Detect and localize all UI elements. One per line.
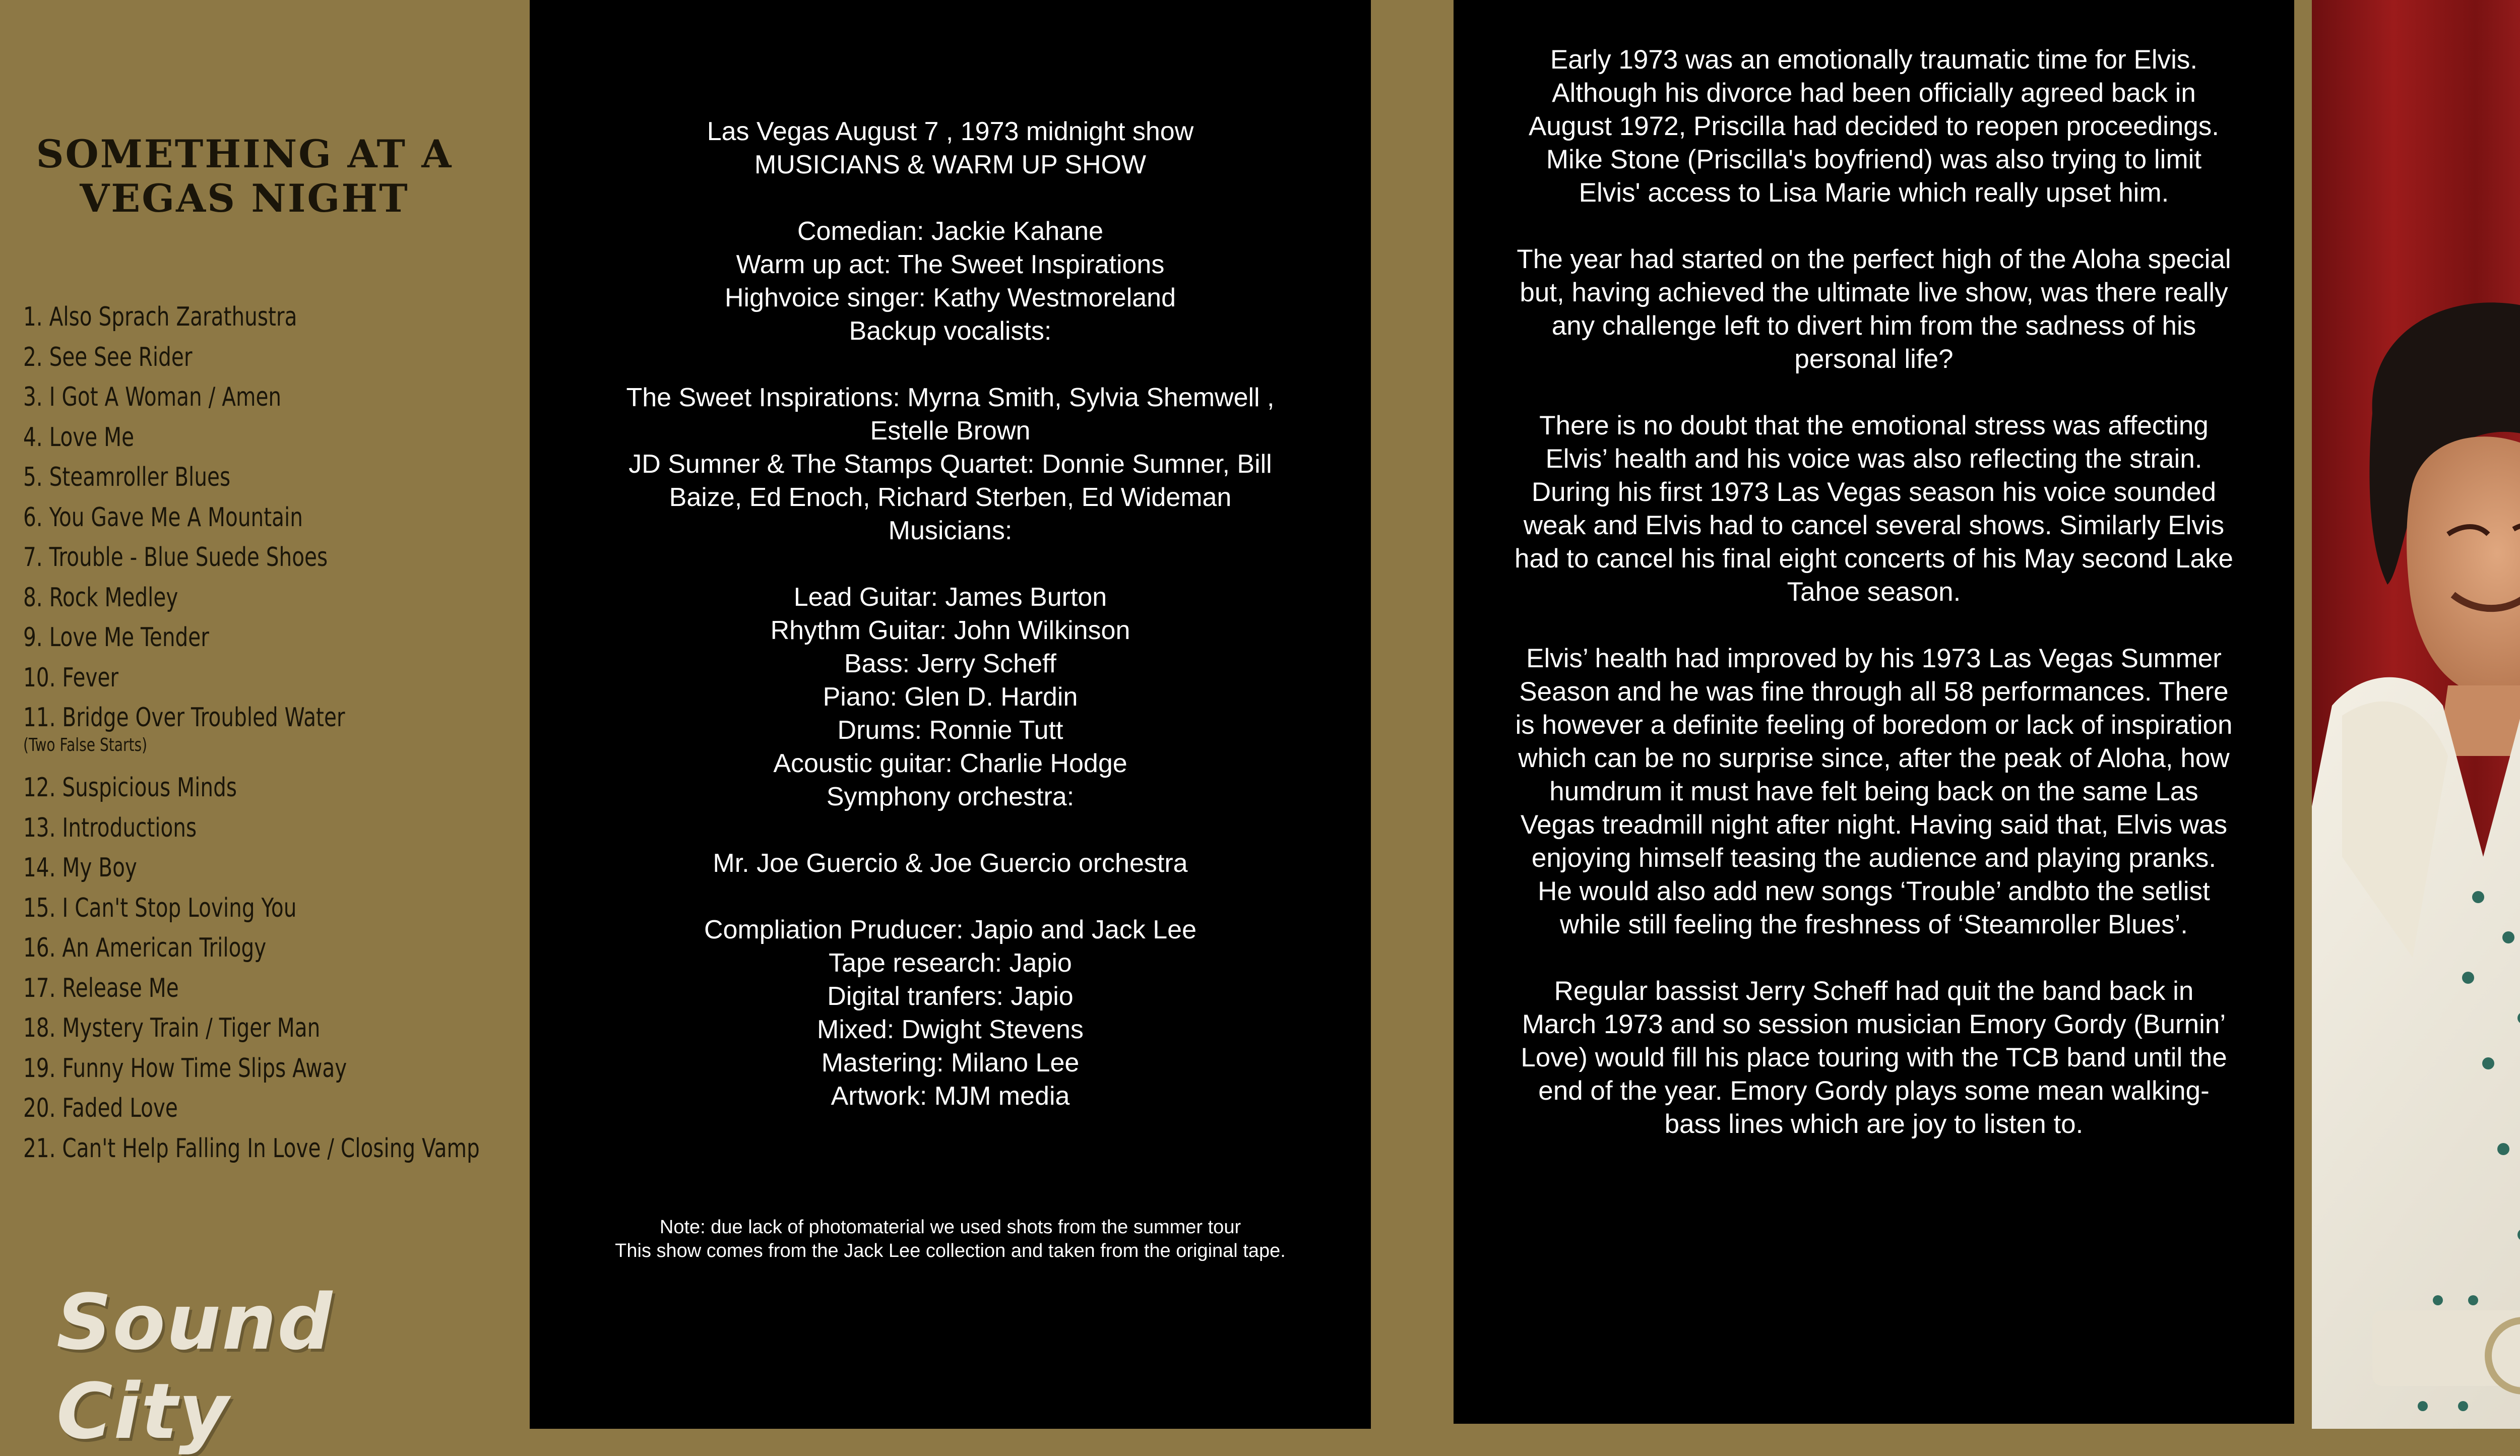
credits-line: Lead Guitar: James Burton (793, 583, 1107, 612)
credits-line: Drums: Ronnie Tutt (837, 716, 1063, 745)
track-item: 3. I Got A Woman / Amen (23, 382, 282, 412)
credits-line: The Sweet Inspirations: Myrna Smith, Sylvia Shemwell , (626, 383, 1275, 412)
credits-line: Acoustic guitar: Charlie Hodge (773, 749, 1127, 778)
track-item: 19. Funny How Time Slips Away (23, 1053, 347, 1084)
track-item: 17. Release Me (23, 973, 179, 1003)
track-item: 7. Trouble - Blue Suede Shoes (23, 542, 328, 573)
credits-line: Rhythm Guitar: John Wilkinson (770, 616, 1130, 645)
credits-line: Piano: Glen D. Hardin (823, 682, 1078, 712)
track-item: 13. Introductions (23, 812, 197, 843)
album-title: SOMETHING AT A VEGAS NIGHT (36, 132, 453, 221)
credits-line: Mr. Joe Guercio & Joe Guercio orchestra (713, 849, 1188, 878)
track-item: 16. An American Trilogy (23, 933, 267, 963)
credits-spacer (530, 880, 1371, 913)
track-item (23, 698, 480, 768)
note-line: This show comes from the Jack Lee collection and taken from the original tape. (615, 1240, 1286, 1261)
track-list (23, 297, 608, 1169)
track-item: 5. Steamroller Blues (23, 462, 231, 492)
track-item: 9. Love Me Tender (23, 622, 209, 653)
credits-line: Artwork: MJM media (831, 1082, 1070, 1111)
tracklist-panel (0, 0, 530, 1456)
credits-line: Highvoice singer: Kathy Westmoreland (724, 283, 1176, 312)
track-item: 15. I Can't Stop Loving You (23, 893, 297, 923)
track-item: 20. Faded Love (23, 1093, 178, 1123)
credits-line: Baize, Ed Enoch, Richard Sterben, Ed Wideman (669, 483, 1232, 512)
credits-line: Compliation Pruducer: Japio and Jack Lee (704, 915, 1196, 944)
credits-spacer (530, 181, 1371, 215)
track-note: (Two False Starts) (23, 734, 148, 755)
track-item: 6. You Gave Me A Mountain (23, 502, 303, 533)
credits-line: Bass: Jerry Scheff (844, 649, 1056, 678)
credits-line: Mixed: Dwight Stevens (817, 1015, 1084, 1044)
liner-notes-panel (1454, 0, 2294, 1424)
credits-line: Comedian: Jackie Kahane (797, 217, 1104, 246)
credits-line: Estelle Brown (870, 416, 1031, 446)
notes-paragraph: Elvis’ health had improved by his 1973 Las Vegas Summer Season and he was fine through all 58 performances. There is however a definite feeling of boredom or lack of inspiration which can be no surprise since, after the peak of Aloha, how humdrum it must have felt being back on the same Las Vegas treadmill night after night. Having said that, Elvis was enjoying himself teasing the audience and playing pranks. He would also add new songs ‘Trouble’ andbto the setlist while still feeling the freshness of ‘Steamroller Blues’. (1515, 644, 2233, 939)
credits-line: Musicians: (888, 516, 1013, 545)
credits-line: Backup vocalists: (849, 316, 1052, 346)
credits-line: Warm up act: The Sweet Inspirations (736, 250, 1165, 279)
liner-notes (1514, 43, 2234, 1174)
credits-line: Las Vegas August 7 , 1973 midnight show (707, 117, 1194, 146)
credits-line: Mastering: Milano Lee (821, 1048, 1080, 1078)
spine-gap (1371, 0, 1454, 1429)
credits-line: MUSICIANS & WARM UP SHOW (754, 150, 1147, 179)
note-line: Note: due lack of photomaterial we used shots from the summer tour (659, 1217, 1241, 1238)
track-item: 2. See See Rider (23, 342, 193, 372)
notes-paragraph: The year had started on the perfect high of the Aloha special but, having achieved the ultimate live show, was there really any challenge left to divert him from the sadness of his personal life? (1517, 244, 2231, 374)
label-logo: Sound City (56, 1278, 334, 1456)
credits-line: JD Sumner & The Stamps Quartet: Donnie Sumner, Bill (628, 450, 1272, 479)
credits-spacer (530, 348, 1371, 381)
performer-photo-image (2312, 0, 2520, 1429)
notes-paragraph: Regular bassist Jerry Scheff had quit the band back in March 1973 and so session musician Emory Gordy (Burnin’ Love) would fill his place touring with the TCB band until the end of the year. Emory Gordy plays some mean walking-bass lines which are joy to listen to. (1521, 976, 2227, 1139)
credits-line: Tape research: Japio (829, 948, 1072, 978)
track-item: 12. Suspicious Minds (23, 773, 237, 803)
credits-block (530, 115, 1371, 1113)
concert-photo (2312, 0, 2520, 1429)
track-item: 10. Fever (23, 662, 119, 693)
track-item: 4. Love Me (23, 422, 135, 453)
track-item: 1. Also Sprach Zarathustra (23, 302, 297, 332)
track-item: 21. Can't Help Falling In Love / Closing Vamp (23, 1133, 480, 1164)
track-title: 11. Bridge Over Troubled Water (23, 703, 345, 733)
credits-spacer (530, 547, 1371, 581)
credits-spacer (530, 813, 1371, 847)
track-item: 8. Rock Medley (23, 582, 178, 613)
notes-paragraph: Early 1973 was an emotionally traumatic time for Elvis. Although his divorce had been officially agreed back in August 1972, Priscilla had decided to reopen proceedings. Mike Stone (Priscilla's boyfriend) was also trying to limit Elvis' access to Lisa Marie which really upset him. (1528, 45, 2220, 208)
credits-line: Digital tranfers: Japio (827, 982, 1074, 1011)
credits-line: Symphony orchestra: (826, 782, 1075, 811)
notes-paragraph: There is no doubt that the emotional stress was affecting Elvis’ health and his voice was also reflecting the strain. During his first 1973 Las Vegas season his voice sounded weak and Elvis had to cancel several shows. Similarly Elvis had to cancel his final eight concerts of his May second Lake Tahoe season. (1515, 411, 2233, 607)
track-item: 14. My Boy (23, 853, 137, 883)
credits-note (530, 1216, 1371, 1263)
track-item: 18. Mystery Train / Tiger Man (23, 1013, 321, 1043)
credits-panel (530, 0, 1371, 1429)
